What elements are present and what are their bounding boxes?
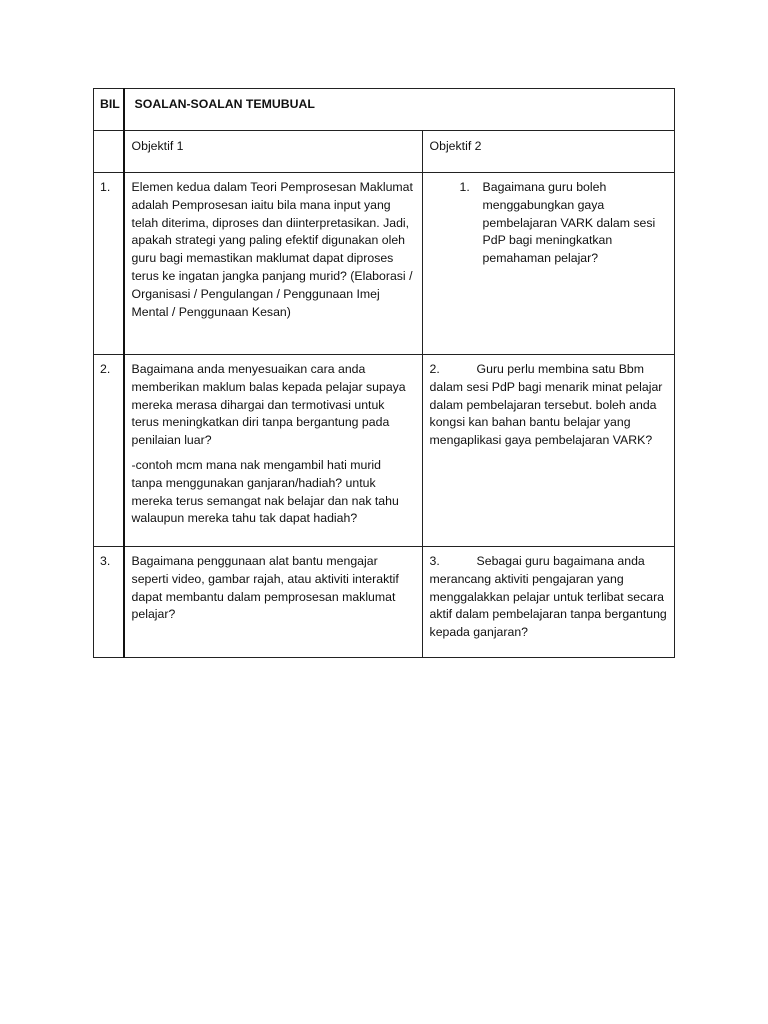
question-text: Bagaimana guru boleh menggabungkan gaya pembelajaran VARK dalam sesi PdP bagi meningkatkan pemahaman pelajar? <box>482 180 656 266</box>
interview-questions-table <box>93 88 675 658</box>
table-header-row <box>94 89 675 131</box>
question-text: Guru perlu membina satu Bbm dalam sesi PdP bagi menarik minat pelajar dalam pembelajaran tersebut. boleh anda kongsi kan bahan bantu belajar yang mengaplikasi gaya pembelajaran VARK? <box>429 362 663 448</box>
list-number: 1. <box>459 180 470 194</box>
objektif1-question <box>124 547 423 658</box>
objektif2-question <box>422 547 674 658</box>
objektif2-header: Objektif 2 <box>422 131 674 173</box>
question-text: Sebagai guru bagaimana anda merancang aktiviti pengajaran yang menggalakkan pelajar untuk terlibat secara aktif dalam pembelajaran tanpa bergantung kepada ganjaran? <box>429 554 667 640</box>
table-row <box>94 355 675 547</box>
table-row <box>94 173 675 355</box>
row-number: 2. <box>94 355 124 547</box>
list-number: 2. <box>429 362 440 376</box>
objektif1-question <box>124 355 423 547</box>
numbered-list-item <box>430 179 667 268</box>
question-text: Elemen kedua dalam Teori Pemprosesan Maklumat adalah Pemprosesan iaitu bila mana input yang telah diterima, diproses dan diinterpretasikan. Jadi, apakah strategi yang paling efektif digunakan oleh guru bagi memastikan maklumat dapat diproses terus ke ingatan jangka panjang murid? (Elaborasi / Organisasi / Pengulangan / Penggunaan Imej Mental / Penggunaan Kesan) <box>131 180 413 319</box>
objektif1-question <box>124 173 423 355</box>
objektif1-header: Objektif 1 <box>124 131 423 173</box>
question-example-text: -contoh mcm mana nak mengambil hati murid tanpa menggunakan ganjaran/hadiah? untuk mereka terus semangat nak belajar dan nak tahu walaupun mereka tahu tak dapat hadiah? <box>131 457 399 526</box>
objektif2-question <box>422 173 674 355</box>
question-text: Bagaimana penggunaan alat bantu mengajar seperti video, gambar rajah, atau aktiviti interaktif dapat membantu dalam pemprosesan maklumat pelajar? <box>131 554 399 622</box>
table-title: SOALAN-SOALAN TEMUBUAL <box>134 97 315 111</box>
row-number: 3. <box>94 547 124 658</box>
question-text: Bagaimana anda menyesuaikan cara anda memberikan maklum balas kepada pelajar supaya mereka merasa dihargai dan termotivasi untuk terus meningkatkan diri tanpa bergantung pada penilaian luar? <box>131 362 406 448</box>
table-row <box>94 547 675 658</box>
objektif-header-row <box>94 131 675 173</box>
empty-num-cell <box>94 131 124 173</box>
row-number: 1. <box>94 173 124 355</box>
bil-header: BIL <box>94 89 124 131</box>
objektif2-question <box>422 355 674 547</box>
list-number: 3. <box>429 554 440 568</box>
table-title-cell <box>124 89 675 131</box>
